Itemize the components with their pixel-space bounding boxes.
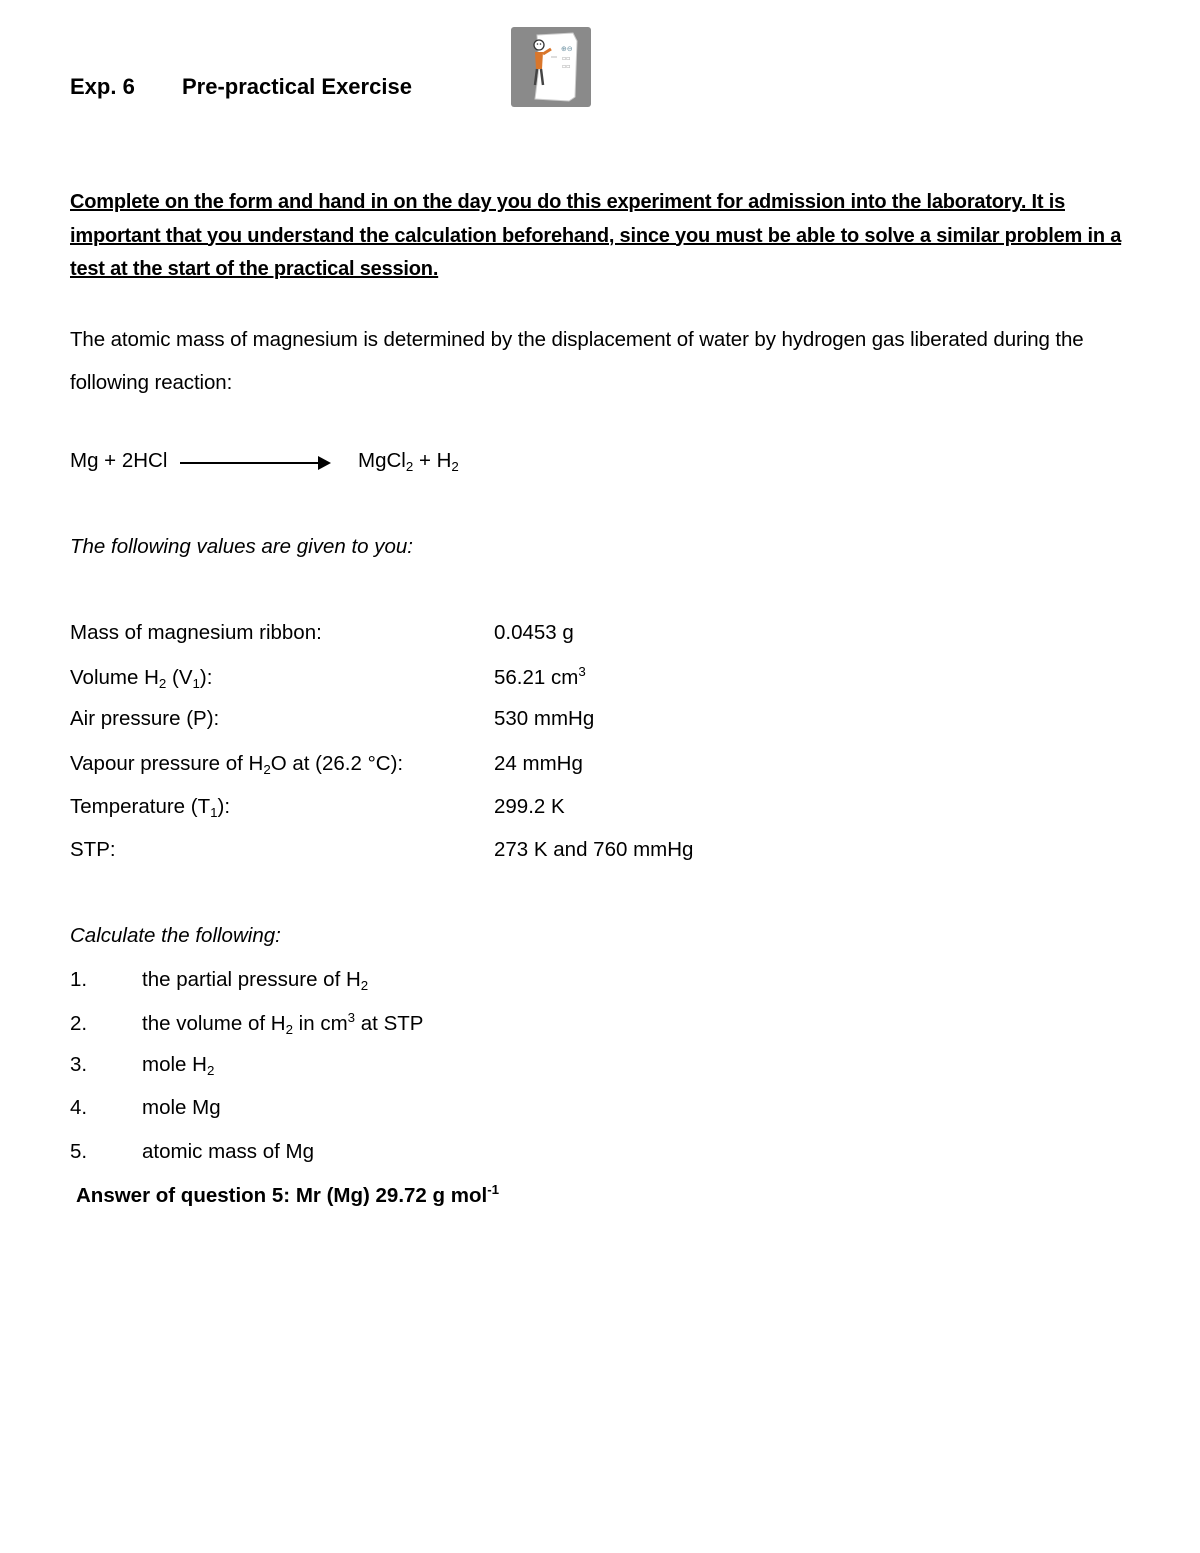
svg-text:⊕⊖: ⊕⊖ <box>561 45 573 53</box>
submission-notice: Complete on the form and hand in on the day you do this experiment for admission into the laboratory. It is important that you understand the calculation beforehand, since you must be able to solve a similar problem in a test at the start of the practical session. <box>70 191 1122 280</box>
reaction-arrowhead <box>318 456 331 470</box>
calculate-intro: Calculate the following: <box>70 924 281 947</box>
given-stp-row: STP: 273 K and 760 mmHg <box>70 838 694 861</box>
answer-line: Answer of question 5: Mr (Mg) 29.72 g mol$^{-1}$ <box>76 1182 500 1207</box>
page-title <box>70 74 412 100</box>
given-volume-row: Volume $H_2$ $(V_1)$: 56.21 $cm^3$ <box>70 664 586 691</box>
given-intro: The following values are given to you: <box>70 535 414 558</box>
exp-label: Exp. 6 <box>70 74 135 99</box>
reaction-arrow <box>180 462 320 464</box>
question-1: 1. the partial pressure of $H_2$ <box>70 968 369 993</box>
question-3: 3. mole $H_2$ <box>70 1053 215 1078</box>
given-vapour-row: Vapour pressure of $H_2O$ at (26.2 °C): 24 mmHg <box>70 752 583 777</box>
question-5: 5. atomic mass of Mg <box>70 1140 315 1163</box>
given-temperature-row: Temperature $(T_1)$: 299.2 K <box>70 795 565 820</box>
svg-text:▫▫: ▫▫ <box>562 55 571 62</box>
student-at-board-icon <box>511 27 591 107</box>
question-4: 4. mole Mg <box>70 1096 221 1119</box>
question-2: 2. the volume of $H_2$ in $cm^3$ at STP <box>70 1010 424 1037</box>
given-mass-row: Mass of magnesium ribbon: 0.0453 g <box>70 621 574 644</box>
equation-reactants: Mg + 2HCl <box>70 449 168 472</box>
svg-text:▫▫: ▫▫ <box>562 63 571 70</box>
intro-paragraph: The atomic mass of magnesium is determined by the displacement of water by hydrogen gas liberated during the following reaction: <box>70 328 1084 394</box>
given-pressure-row: Air pressure (P): 530 mmHg <box>70 707 595 730</box>
exercise-title: Pre-practical Exercise <box>182 74 412 99</box>
equation-products: MgCl$_2$ + $H_2$ <box>358 449 459 474</box>
